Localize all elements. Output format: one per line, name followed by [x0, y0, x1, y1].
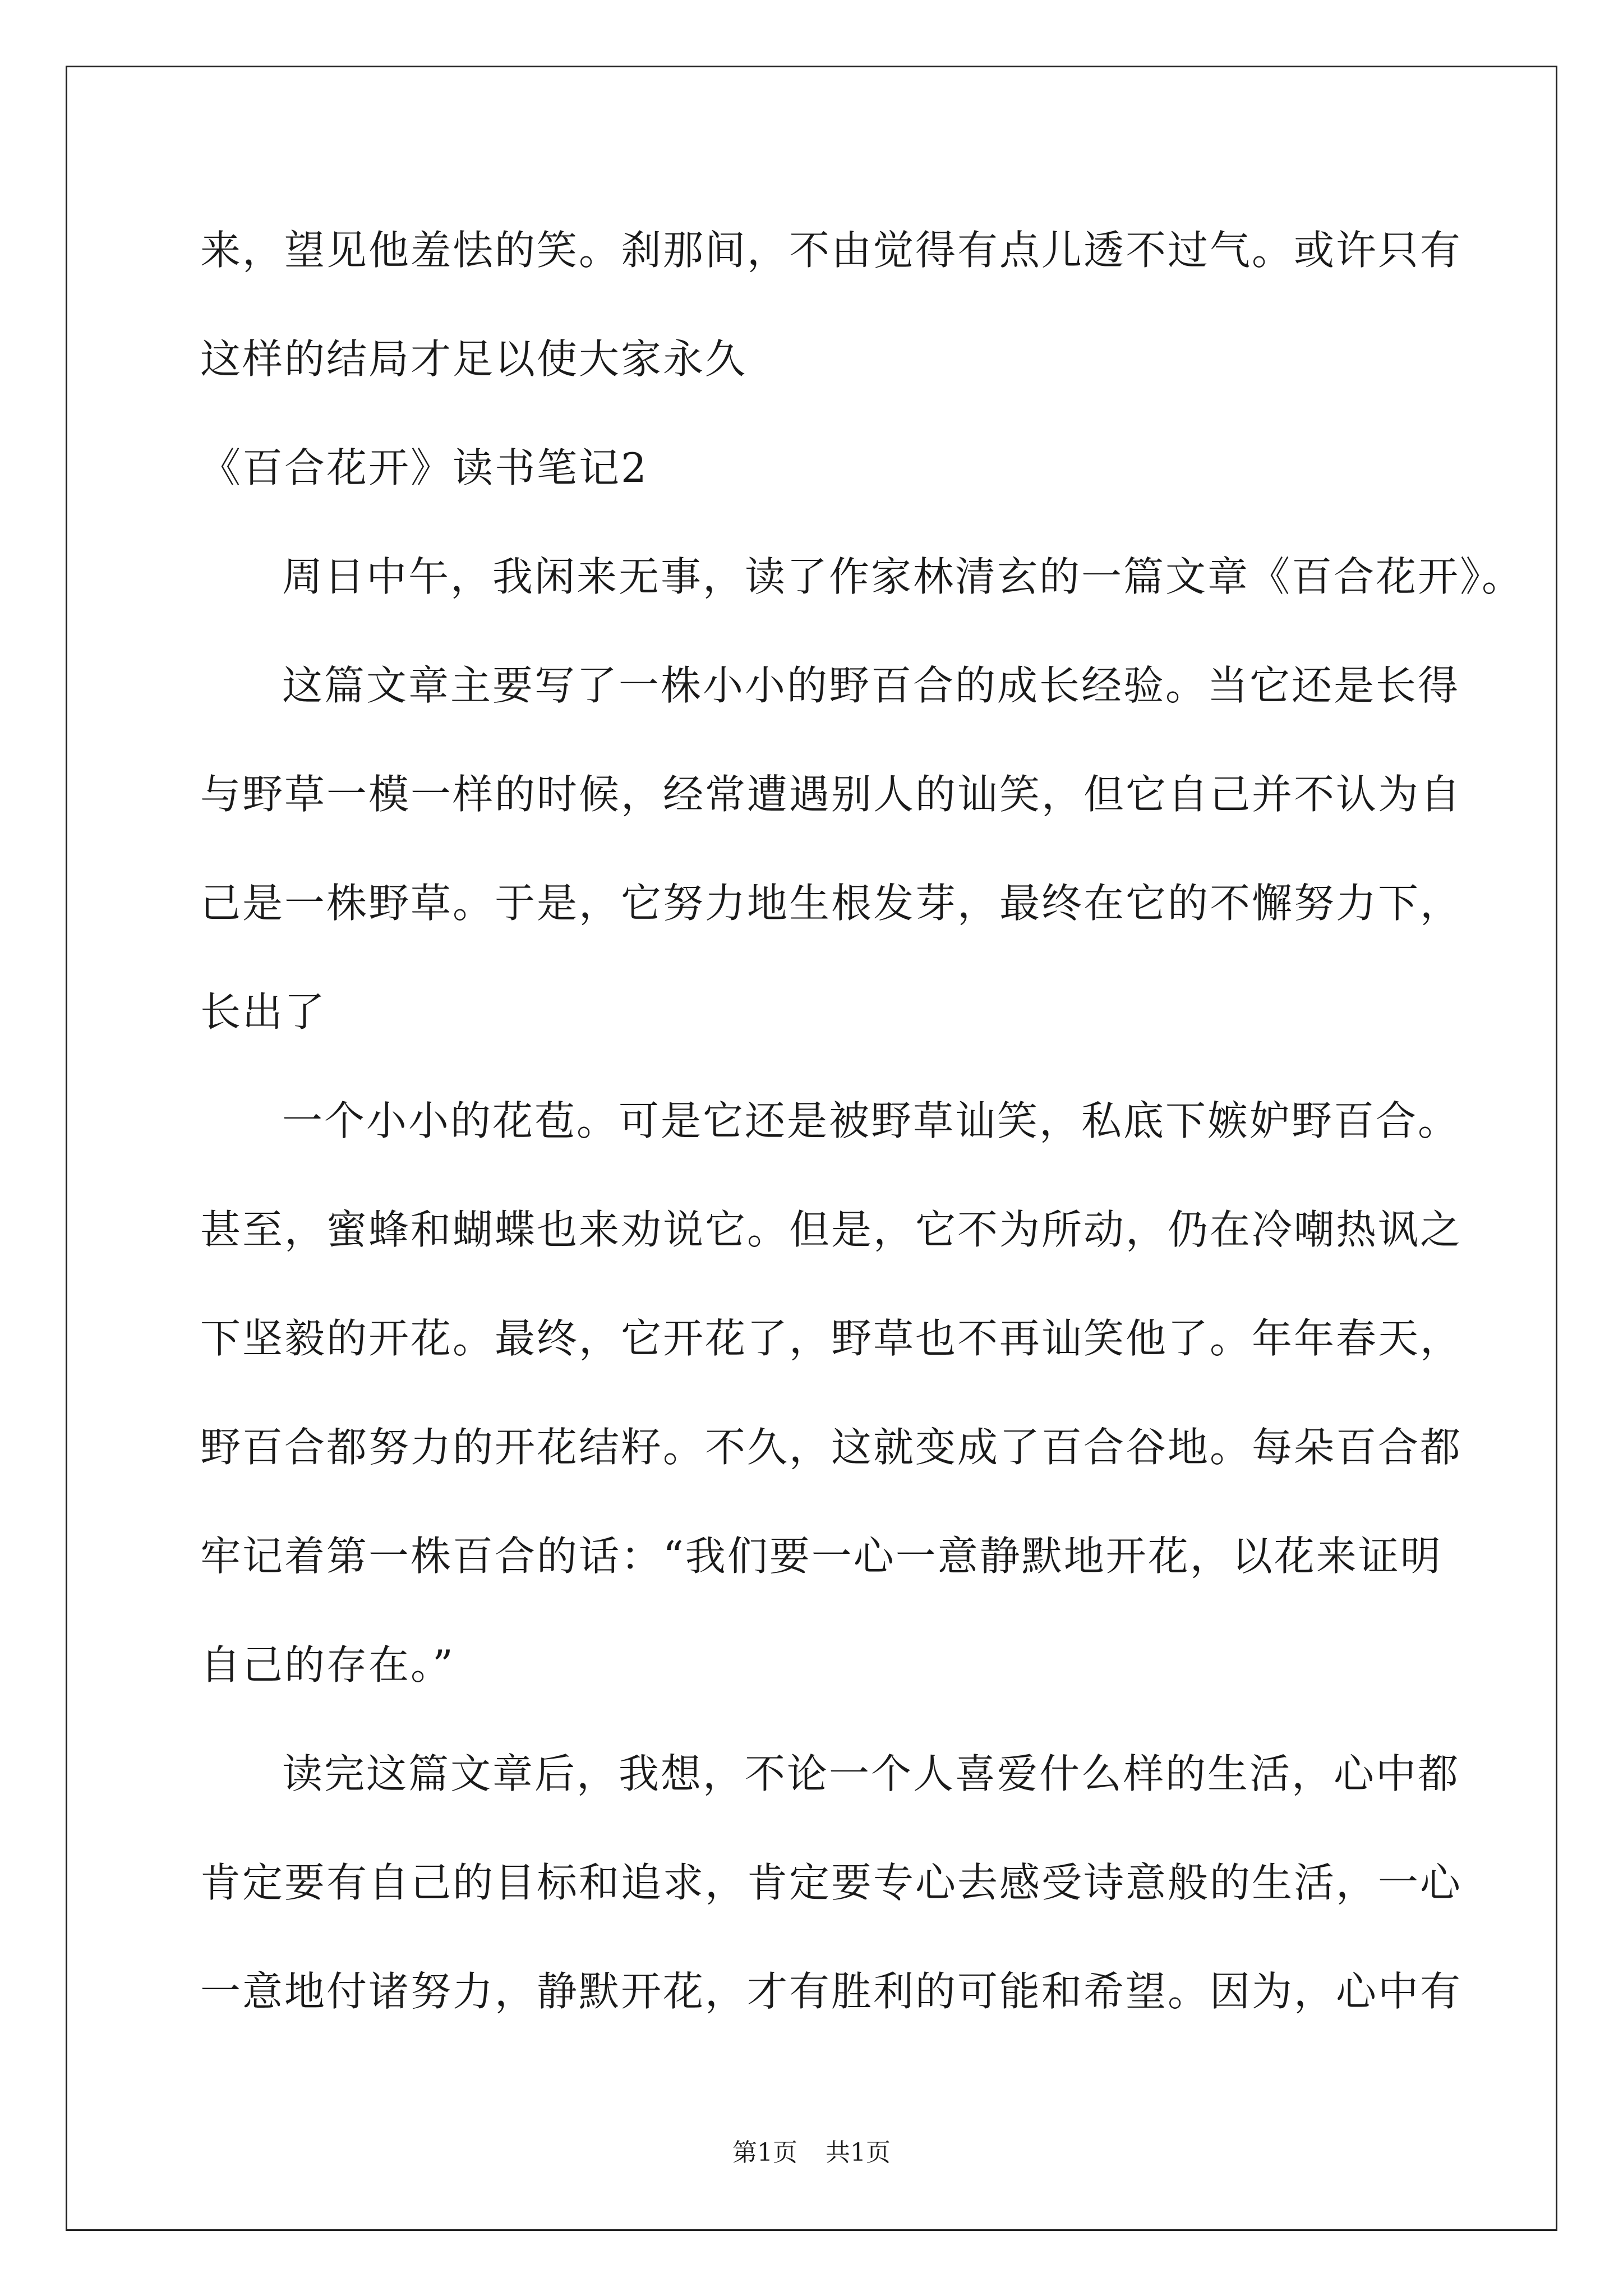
page-total: 共1页	[826, 2138, 891, 2167]
text-line: 长出了	[200, 988, 327, 1036]
text-line: 这样的结局才足以使大家永久	[200, 335, 748, 383]
paragraph-start: 这篇文章主要写了一株小小的野百合的成长经验。当它还是长得	[282, 662, 1460, 709]
paragraph-start: 一个小小的花苞。可是它还是被野草讪笑，私底下嫉妒野百合。	[282, 1097, 1460, 1144]
page-number: 第1页	[732, 2138, 797, 2167]
text-line: 己是一株野草。于是，它努力地生根发芽，最终在它的不懈努力下，	[200, 880, 1463, 927]
page-border	[66, 66, 1557, 2231]
paragraph-start: 周日中午，我闲来无事，读了作家林清玄的一篇文章《百合花开》。	[282, 553, 1524, 600]
text-line: 下坚毅的开花。最终，它开花了，野草也不再讪笑他了。年年春天，	[200, 1315, 1463, 1362]
text-line: 与野草一模一样的时候，经常遭遇别人的讪笑，但它自己并不认为自	[200, 771, 1463, 818]
text-line: 肯定要有自己的目标和追求，肯定要专心去感受诗意般的生活，一心	[200, 1859, 1463, 1906]
text-line: 来，望见他羞怯的笑。刹那间，不由觉得有点儿透不过气。或许只有	[200, 227, 1463, 274]
text-line: 甚至，蜜蜂和蝴蝶也来劝说它。但是，它不为所动，仍在冷嘲热讽之	[200, 1206, 1463, 1253]
text-line: 自己的存在。”	[200, 1641, 455, 1688]
text-line: 一意地付诸努力，静默开花，才有胜利的可能和希望。因为，心中有	[200, 1968, 1463, 2015]
page-footer	[0, 2138, 1623, 2167]
section-heading: 《百合花开》读书笔记2	[200, 444, 648, 491]
text-line: 牢记着第一株百合的话：“我们要一心一意静默地开花，以花来证明	[200, 1533, 1442, 1580]
paragraph-start: 读完这篇文章后，我想，不论一个人喜爱什么样的生活，心中都	[282, 1750, 1460, 1797]
text-line: 野百合都努力的开花结籽。不久，这就变成了百合谷地。每朵百合都	[200, 1424, 1463, 1471]
